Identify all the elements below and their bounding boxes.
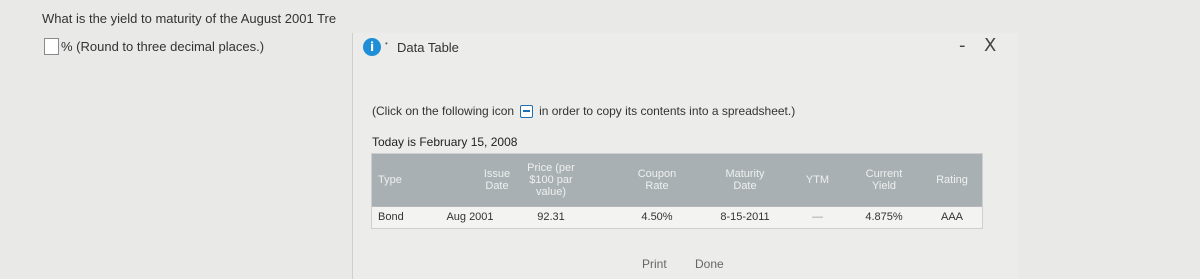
- dot-separator: •: [385, 39, 388, 48]
- cell-price: 92.31: [537, 211, 565, 223]
- question-text: What is the yield to maturity of the August 2001 Tre: [42, 11, 337, 26]
- header-current-yield: Current Yield: [865, 168, 903, 192]
- instruction-before: (Click on the following icon: [372, 104, 515, 118]
- copy-instruction: [372, 104, 795, 118]
- answer-row: [44, 38, 264, 55]
- answer-input[interactable]: [44, 38, 59, 55]
- header-rating: Rating: [936, 174, 968, 186]
- cell-type: Bond: [378, 211, 404, 223]
- header-type: Type: [378, 174, 402, 186]
- cell-current-yield: 4.875%: [865, 211, 903, 223]
- cell-coupon-rate: 4.50%: [641, 211, 673, 223]
- header-price: Price (per $100 par value): [527, 162, 575, 198]
- header-coupon-rate: Coupon Rate: [637, 168, 677, 192]
- info-icon: i: [363, 38, 381, 56]
- instruction-after: in order to copy its contents into a spreadsheet.): [539, 104, 796, 118]
- table-row: [372, 206, 982, 228]
- bond-data-table: [371, 153, 983, 229]
- dialog-title: Data Table: [397, 40, 459, 55]
- answer-instruction: % (Round to three decimal places.): [61, 39, 265, 54]
- data-table-dialog: [352, 33, 1018, 279]
- header-ytm: YTM: [805, 174, 830, 186]
- close-button[interactable]: X: [984, 35, 997, 56]
- copy-spreadsheet-icon[interactable]: [520, 105, 533, 118]
- done-button[interactable]: Done: [695, 257, 724, 271]
- table-header: [372, 154, 982, 206]
- minimize-button[interactable]: -: [959, 35, 966, 56]
- header-issue-date: Issue Date: [483, 168, 511, 192]
- header-maturity-date: Maturity Date: [725, 168, 765, 192]
- print-button[interactable]: Print: [642, 257, 667, 271]
- cell-rating: AAA: [940, 211, 963, 223]
- cell-ytm: —: [812, 211, 823, 223]
- today-date: Today is February 15, 2008: [372, 135, 518, 149]
- cell-maturity-date: 8-15-2011: [720, 211, 770, 223]
- cell-issue-date: Aug 2001: [446, 211, 494, 223]
